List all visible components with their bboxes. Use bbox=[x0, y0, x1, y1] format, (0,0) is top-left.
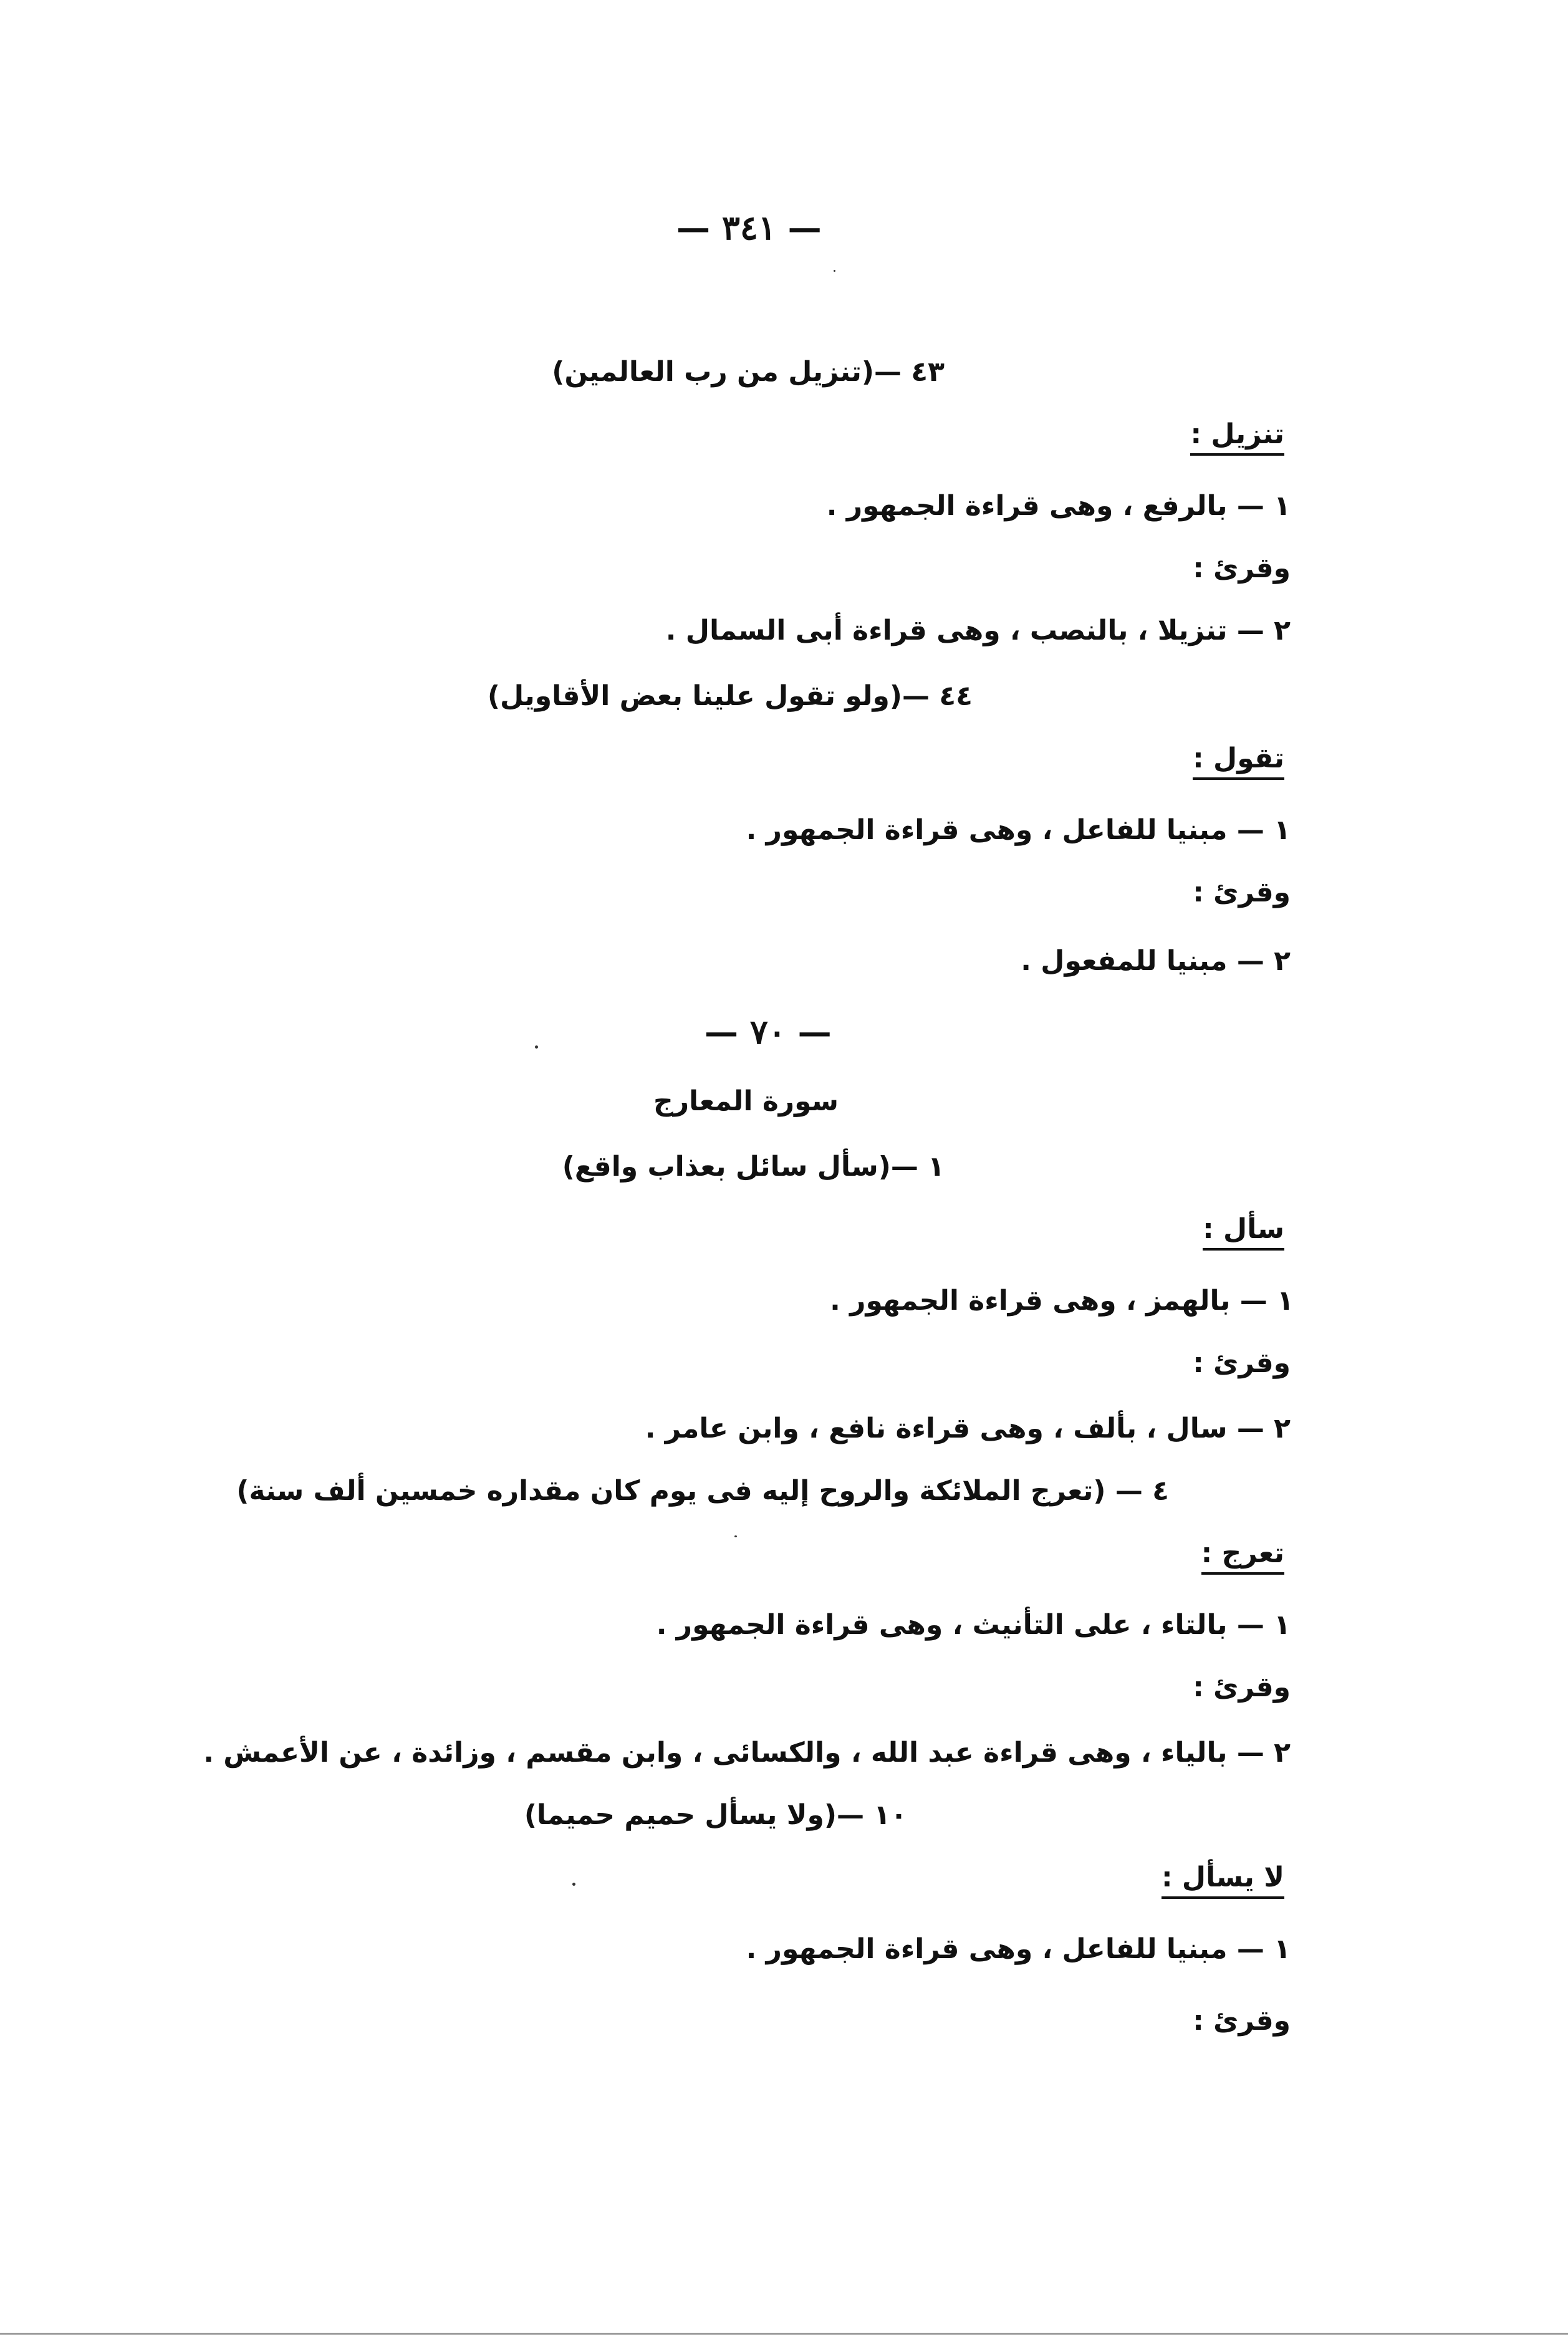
alt-readings-10: وقرئ : bbox=[1193, 2005, 1291, 2037]
scan-speck bbox=[572, 1883, 575, 1886]
surah-name: سورة المعارج bbox=[653, 1085, 839, 1117]
verse-44: ٤٤ —(ولو تقول علينا بعض الأقاويل) bbox=[487, 680, 973, 712]
scan-speck bbox=[834, 270, 835, 272]
verse-10: ١٠ —(ولا يسأل حميم حميما) bbox=[524, 1799, 907, 1831]
word-heading-la-yasalu: لا يسأل : bbox=[1162, 1864, 1284, 1899]
word-heading-tanzil: تنزيل : bbox=[1190, 421, 1284, 456]
reading-1-1: ١ — بالهمز ، وهى قراءة الجمهور . bbox=[830, 1285, 1294, 1317]
scan-speck bbox=[535, 1045, 538, 1049]
surah-number: — ٧٠ — bbox=[705, 1012, 832, 1052]
page-number: — ٣٤١ — bbox=[676, 208, 822, 247]
reading-4-1: ١ — بالتاء ، على التأنيث ، وهى قراءة الجمهور . bbox=[656, 1609, 1291, 1641]
word-heading-taruju: تعرج : bbox=[1201, 1540, 1284, 1575]
reading-44-1: ١ — مبنيا للفاعل ، وهى قراءة الجمهور . bbox=[746, 814, 1291, 846]
verse-4: ٤ — (تعرج الملائكة والروح إليه فى يوم كان مقداره خمسين ألف سنة) bbox=[236, 1475, 1169, 1507]
alt-readings-43: وقرئ : bbox=[1193, 552, 1291, 584]
word-heading-taqawwala: تقول : bbox=[1193, 745, 1284, 780]
reading-43-2: ٢ — تنزيلا ، بالنصب ، وهى قراءة أبى السمال . bbox=[665, 615, 1291, 646]
scan-speck bbox=[734, 1535, 737, 1537]
verse-43: ٤٣ —(تنزيل من رب العالمين) bbox=[552, 356, 945, 388]
reading-44-2: ٢ — مبنيا للمفعول . bbox=[1021, 945, 1291, 977]
scan-edge-line bbox=[0, 2333, 1568, 2335]
alt-readings-4: وقرئ : bbox=[1193, 1671, 1291, 1703]
reading-10-1: ١ — مبنيا للفاعل ، وهى قراءة الجمهور . bbox=[746, 1933, 1291, 1965]
word-heading-saala: سأل : bbox=[1203, 1216, 1284, 1251]
reading-1-2: ٢ — سال ، بألف ، وهى قراءة نافع ، وابن عامر . bbox=[645, 1413, 1291, 1444]
verse-1: ١ —(سأل سائل بعذاب واقع) bbox=[562, 1151, 945, 1183]
alt-readings-44: وقرئ : bbox=[1193, 877, 1291, 908]
reading-4-2: ٢ — بالياء ، وهى قراءة عبد الله ، والكسائى ، وابن مقسم ، وزائدة ، عن الأعمش . bbox=[203, 1737, 1291, 1769]
reading-43-1: ١ — بالرفع ، وهى قراءة الجمهور . bbox=[826, 490, 1291, 522]
alt-readings-1: وقرئ : bbox=[1193, 1347, 1291, 1379]
